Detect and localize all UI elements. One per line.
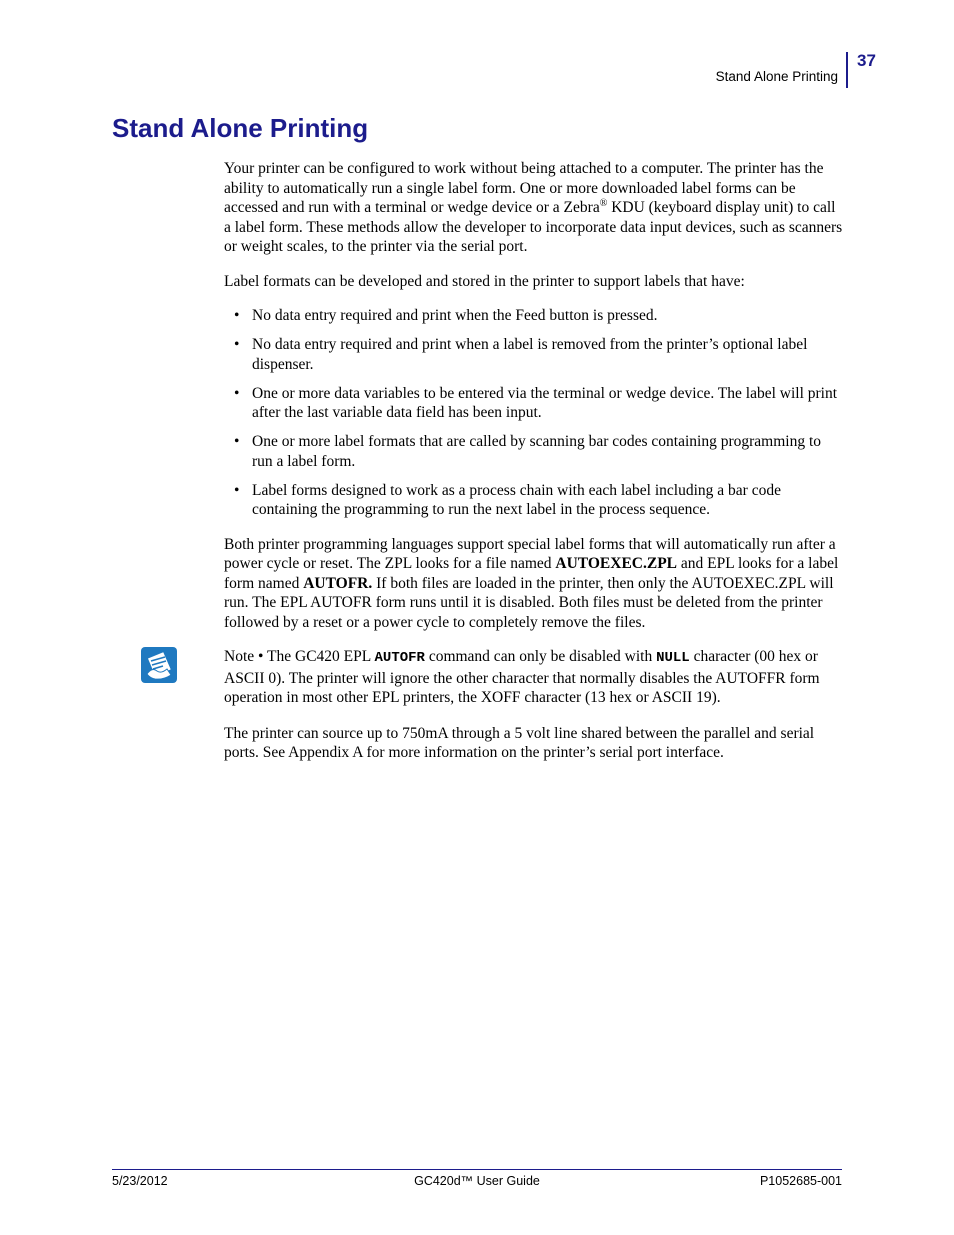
list-item: • No data entry required and print when a label is removed from the printer’s optional label dispenser. bbox=[224, 335, 844, 374]
autoexec-paragraph bbox=[224, 535, 844, 633]
list-item: • One or more label formats that are called by scanning bar codes containing programming to run a label form. bbox=[224, 432, 844, 471]
note-command-autofr: AUTOFR bbox=[374, 650, 425, 666]
intro-text-1: Your printer can be configured to work without being attached to a computer. The printer has the ability to automatically run a single label form. One or more downloaded label forms can be accessed and run with a terminal or wedge device or a Zebra bbox=[224, 160, 824, 216]
autoexec-zpl-filename: AUTOEXEC.ZPL bbox=[555, 555, 678, 572]
note-text-2: command can only be disabled with bbox=[424, 648, 657, 665]
footer-divider bbox=[112, 1169, 842, 1170]
intro-text-2: KDU (keyboard display unit) to call a label form. These methods allow the developer to incorporate data input devices, such as scanners or weight scales, to the printer via the serial port. bbox=[224, 199, 843, 255]
footer-date: 5/23/2012 bbox=[112, 1174, 168, 1188]
note-text-3: character (00 hex or ASCII 0). The printer will ignore the other character that normally disables the AUTOFFR form operation in most other EPL printers, the XOFF character (13 hex or ASCII 19). bbox=[224, 648, 820, 706]
note-block bbox=[224, 647, 844, 708]
note-hand-icon bbox=[141, 647, 177, 683]
page-number: 37 bbox=[857, 51, 876, 70]
footer-guide-title: GC420d™ User Guide bbox=[414, 1174, 540, 1188]
registered-trademark: ® bbox=[599, 198, 608, 209]
page-title: Stand Alone Printing bbox=[112, 113, 369, 143]
main-content bbox=[224, 159, 844, 778]
autoexec-text-1: Both printer programming languages support special label forms that will automatically run after a power cycle or reset. The ZPL looks for a file named bbox=[224, 535, 836, 572]
power-paragraph: The printer can source up to 750mA through a 5 volt line shared between the parallel and serial ports. See Appendix A for more information on the printer’s serial port interface. bbox=[224, 724, 815, 761]
list-item: • One or more data variables to be entered via the terminal or wedge device. The label will print after the last variable data field has been input. bbox=[224, 384, 844, 423]
note-text-1: Note • The GC420 EPL bbox=[224, 648, 375, 665]
formats-lead-paragraph: Label formats can be developed and stored in the printer to support labels that have: bbox=[224, 272, 745, 290]
autoexec-text-3: If both files are loaded in the printer, then only the AUTOEXEC.ZPL will run. The EPL AUTOFR form runs until it is disabled. Both files must be deleted from the printer followed by a reset or a power cycle to completely remove the files. bbox=[224, 574, 834, 631]
list-item: • No data entry required and print when the Feed button is pressed. bbox=[224, 306, 844, 326]
intro-paragraph bbox=[224, 159, 844, 257]
label-type-list bbox=[224, 306, 844, 520]
note-command-null: NULL bbox=[656, 650, 690, 666]
running-header: Stand Alone Printing bbox=[715, 69, 838, 84]
footer-part-number: P1052685-001 bbox=[759, 1174, 842, 1188]
autofr-filename: AUTOFR. bbox=[303, 574, 373, 592]
list-item: • Label forms designed to work as a process chain with each label including a bar code containing the programming to run the next label in the process sequence. bbox=[224, 481, 844, 520]
header-divider bbox=[846, 52, 848, 88]
autoexec-text-2: and EPL looks for a label form named bbox=[224, 555, 839, 592]
